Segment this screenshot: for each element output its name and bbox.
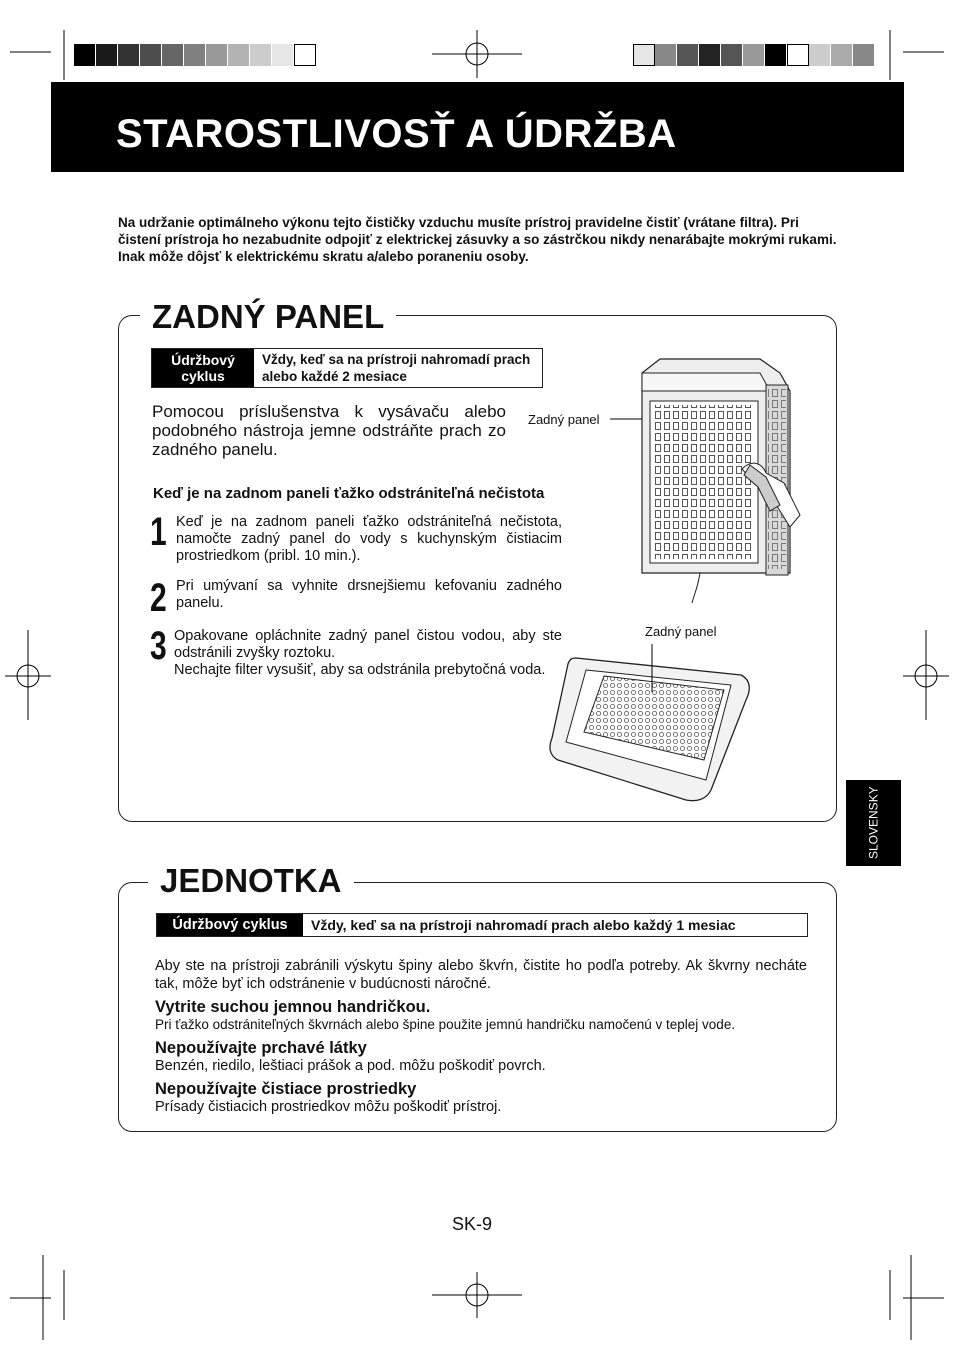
unit-cycle-value: Vždy, keď sa na prístroji nahromadí prach alebo každý 1 mesiac [311,917,736,933]
unit-item-1-heading: Vytrite suchou jemnou handričkou. [155,998,431,1016]
step-1-number: 1 [150,510,167,554]
cycle-label: Údržbový cyklus [152,349,254,387]
unit-cycle [156,913,808,937]
unit-cycle-label: Údržbový cyklus [157,914,303,936]
tray-illustration [546,640,761,805]
back-panel-cycle [151,348,543,388]
unit-item-1-text: Pri ťažko odstrániteľných škvrnách alebo špine použite jemnú handričku namočenú v teplej vode. [155,1017,736,1032]
color-bar-left [74,44,316,66]
page-title: STAROSTLIVOSŤ A ÚDRŽBA [116,112,677,156]
cycle-value: Vždy, keď sa na prístroji nahromadí prach alebo každé 2 mesiace [262,352,531,384]
caption-back-panel-bottom: Zadný panel [645,624,717,639]
caption-back-panel-top: Zadný panel [528,412,600,427]
unit-item-2-text: Benzén, riedilo, leštiaci prášok a pod. môžu poškodiť povrch. [155,1058,546,1074]
unit-item-2-heading: Nepoužívajte prchavé látky [155,1039,367,1057]
language-tab-label: SLOVENSKY [866,786,881,860]
step-3-text-2: Nechajte filter vysušiť, aby sa odstránila prebytočná voda. [174,662,546,678]
back-panel-subheading: Keď je na zadnom paneli ťažko odstrániteľná nečistota [153,485,545,502]
step-3-text: Opakovane opláchnite zadný panel čistou vodou, aby ste odstránili zvyšky roztoku. [174,628,562,661]
color-bar-right [633,44,875,66]
step-1-text: Keď je na zadnom paneli ťažko odstrániteľná nečistota, namočte zadný panel do vody s kuchynským čistiacim prostriedkom (pribl. 10 min.). [176,514,562,564]
step-2-text: Pri umývaní sa vyhnite drsnejšiemu kefovaniu zadného panelu. [176,578,562,611]
back-panel-title: ZADNÝ PANEL [140,298,396,336]
intro-warning: Na udržanie optimálneho výkonu tejto čističky vzduchu musíte prístroj pravidelne čistiť (vrátane filtra). Pri čistení prístroja ho nezabudnite odpojiť z elektrickej zásuvky a so zástrčkou nikdy nenarábajte mokrými rukami. Inak môže dôjsť k elektrickému skratu a/alebo poraneniu osoby. [118,215,837,264]
purifier-illustration [600,355,815,605]
step-2-number: 2 [150,576,167,620]
back-panel-body: Pomocou príslušenstva k vysávaču alebo podobného nástroja jemne odstráňte prach zo zadného panelu. [152,402,506,459]
unit-intro: Aby ste na prístroji zabránili výskytu špiny alebo škvŕn, čistite ho podľa potreby. Ak škvrny necháte tak, môže byť ich odstránenie v budúcnosti náročné. [155,958,807,992]
unit-title: JEDNOTKA [148,862,354,900]
page-number: SK-9 [452,1214,493,1234]
step-3-number: 3 [150,624,167,668]
unit-item-3-text: Prísady čistiacich prostriedkov môžu poškodiť prístroj. [155,1099,502,1115]
unit-item-3-heading: Nepoužívajte čistiace prostriedky [155,1080,417,1098]
